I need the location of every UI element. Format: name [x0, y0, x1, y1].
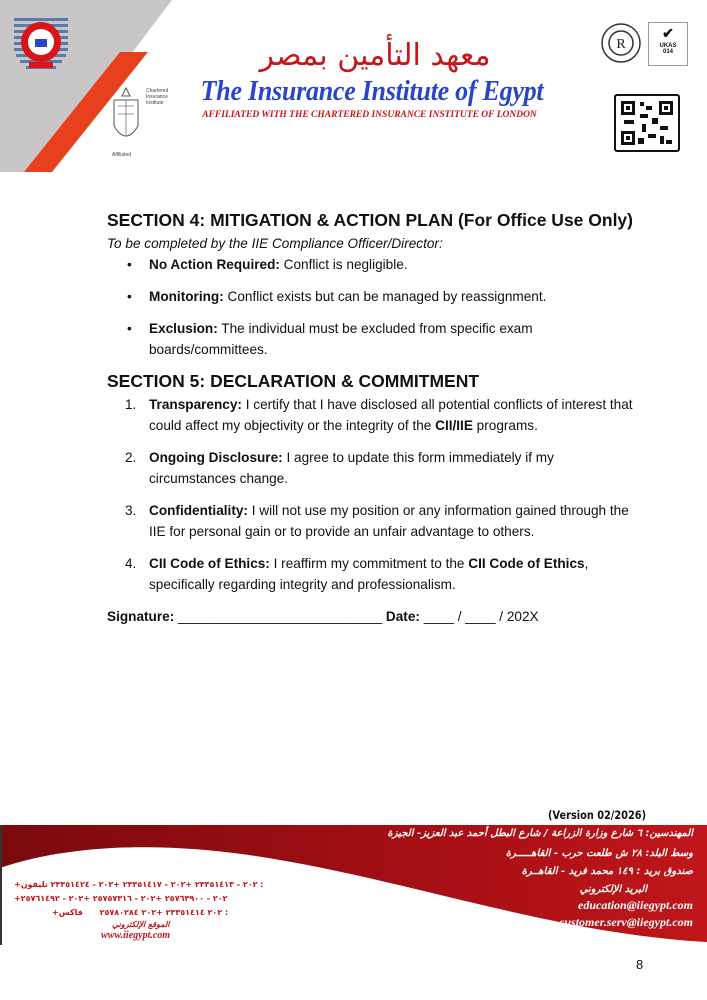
fax-numbers: [52, 908, 228, 917]
declaration-list: [107, 394, 642, 595]
fax-values: +٢٠٢ ٢٣٣٥١٤١٤ +٢٠٢ ٢٥٧٨٠٢٨٤: [52, 908, 223, 917]
list-item: [125, 447, 642, 489]
address-line: المهندسين: ٦ شارع وزارة الزراعة / شارع البطل أحمد عبد العزيز- الجيزة: [387, 828, 693, 839]
signature-field[interactable]: ___________________________: [178, 609, 383, 624]
item-number: 1.: [125, 397, 137, 412]
phones-row: +٢٠٢ - ٢٣٣٥١٤١٣ +٢٠٢ - ٢٣٣٥١٤١٧ +٢٠٢ - ٢٣٣٥١٤٢٤: [14, 880, 258, 889]
section4-heading: SECTION 4: MITIGATION & ACTION PLAN (For Office Use Only): [107, 210, 633, 230]
item-number: 3.: [125, 503, 137, 518]
check-icon: ✔: [662, 25, 674, 41]
date-field[interactable]: ____ / ____ / 202X: [423, 609, 539, 624]
item-text: programs.: [472, 418, 538, 433]
item-label: Transparency:: [149, 397, 242, 412]
page-number: 8: [636, 957, 644, 972]
list-item: [149, 286, 642, 307]
item-label: Ongoing Disclosure:: [149, 450, 283, 465]
list-item: [125, 500, 642, 542]
education-email-link[interactable]: education@iiegypt.com: [578, 898, 693, 912]
item-text: I will not use my position or any information gained through the IIE for personal gain or to provide an unfair advantage to others.: [149, 503, 629, 539]
cii-crest-text: Chartered Insurance Institute: [146, 88, 169, 106]
english-institute-name: The Insurance Institute of Egypt: [200, 76, 544, 107]
section4-intro: To be completed by the IIE Compliance Officer/Director:: [107, 236, 443, 251]
item-label: Exclusion:: [149, 321, 218, 336]
item-label: Monitoring:: [149, 289, 224, 304]
list-item: [149, 254, 642, 275]
item-text: I agree to update this form immediately if my circumstances change.: [149, 450, 554, 486]
list-item: [125, 553, 642, 595]
section5-heading: SECTION 5: DECLARATION & COMMITMENT: [107, 371, 480, 391]
phone-numbers: [14, 880, 263, 889]
item-emphasis: CII Code of Ethics: [468, 556, 585, 571]
item-number: 4.: [125, 556, 137, 571]
item-text: I certify that I have disclosed all potential conflicts of interest that could affect my objectivity or the integrity of the: [149, 397, 633, 433]
item-text: , specifically regarding integrity and professionalism.: [149, 556, 589, 592]
qr-code-icon: [614, 94, 680, 152]
date-label: Date:: [385, 609, 420, 624]
mitigation-options-list: [107, 254, 642, 360]
item-text: Conflict is negligible.: [279, 257, 408, 272]
item-number: 2.: [125, 450, 137, 465]
iie-logo: [12, 10, 70, 84]
affiliation-text: AFFILIATED WITH THE CHARTERED INSURANCE INSTITUTE OF LONDON: [202, 110, 537, 120]
cii-crest-caption: Affiliated: [112, 152, 132, 158]
website-label: الموقع الإلكتروني: [112, 920, 170, 929]
document-body: [107, 208, 642, 627]
item-label: No Action Required:: [149, 257, 280, 272]
fax-label: فاكس :: [58, 908, 229, 917]
signature-label: Signature:: [107, 609, 175, 624]
svg-text:R: R: [616, 37, 626, 52]
arabic-institute-name: معهد التأمين بمصر: [259, 38, 491, 73]
address-line: صندوق بريد : ١٤٩ محمد فريد - القاهــرة: [521, 866, 693, 877]
phones-row: +٢٠٢ - ٢٥٧٦٣٩٠٠ +٢٠٢ - ٢٥٧٥٧٣١٦ +٢٠٢ - ٢٥٧٦١٤٩٢: [14, 894, 228, 903]
item-emphasis: CII/IIE: [435, 418, 473, 433]
ukas-label: UKAS: [659, 43, 677, 49]
address-line: وسط البلد: ٢٨ ش طلعت حرب - القاهـــــرة: [505, 848, 693, 859]
quality-certification-icon: [600, 22, 642, 64]
phone-label: تليفون :: [20, 880, 264, 889]
item-text: The individual must be excluded from specific exam boards/committees.: [149, 321, 533, 357]
cii-crest-icon: [108, 86, 144, 152]
website-link[interactable]: www.iiegypt.com: [101, 930, 171, 941]
ukas-badge: [648, 22, 688, 66]
item-text: Conflict exists but can be managed by reassignment.: [223, 289, 547, 304]
item-label: CII Code of Ethics:: [149, 556, 270, 571]
signature-row: [107, 606, 642, 627]
item-label: Confidentiality:: [149, 503, 248, 518]
version-label: (Version 02/2026): [548, 808, 647, 822]
list-item: [149, 318, 642, 360]
list-item: [125, 394, 642, 436]
item-text: I reaffirm my commitment to the: [269, 556, 469, 571]
customer-service-email-link[interactable]: customer.serv@iiegypt.com: [559, 915, 693, 929]
email-label: البريد الإلكتروني: [579, 884, 647, 895]
ukas-number: 014: [662, 49, 673, 55]
